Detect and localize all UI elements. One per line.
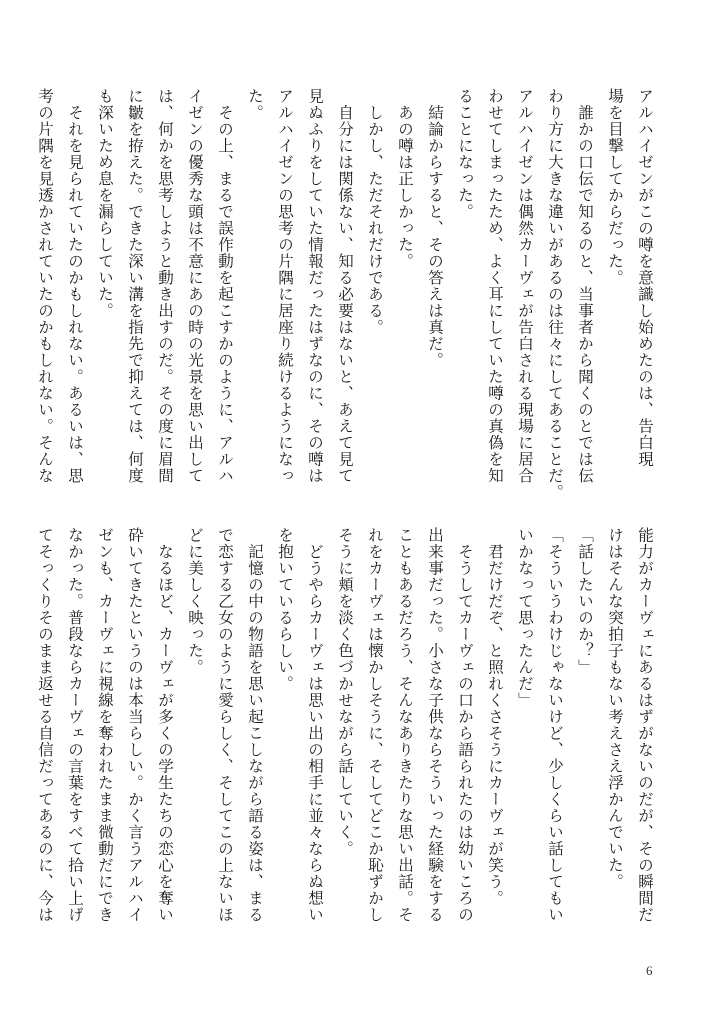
text-line: アルハイゼンがこの噂を意識し始めたのは、告白現 xyxy=(636,88,654,468)
text-line: しかし、ただそれだけである。 xyxy=(366,88,384,336)
text-line: 「そういうわけじゃないけど、少しくらい話してもい xyxy=(546,527,564,923)
text-line: あの噂は正しかった。 xyxy=(396,88,414,270)
text-line: 考の片隅を見透かされていたのかもしれない。そんな xyxy=(36,88,54,484)
text-line: アルハイゼンの思考の片隅に居座り続けるようになっ xyxy=(276,88,294,484)
text-line: わせてしまったため、よく耳にしていた噂の真偽を知 xyxy=(486,88,504,484)
text-line: てそっくりそのまま返せる自信だってあるのに、今は xyxy=(36,527,54,923)
text-line: 誰かの口伝で知るのと、当事者から聞くのとでは伝 xyxy=(576,88,594,484)
text-line: 結論からすると、その答えは真だ。 xyxy=(426,88,444,369)
text-line: 自分には関係ない、知る必要はないと、あえて見て xyxy=(336,88,354,484)
text-line: ゼンも、カーヴェに視線を奪われたまま微動だにでき xyxy=(96,527,114,923)
text-line: 君だけだぞ、と照れくさそうにカーヴェが笑う。 xyxy=(486,527,504,907)
text-line: を抱いているらしい。 xyxy=(276,527,294,692)
text-line: 能力がカーヴェにあるはずがないのだが、その瞬間だ xyxy=(636,527,654,923)
text-line: で恋する乙女のように愛らしく、そしてこの上ないほ xyxy=(216,527,234,923)
text-line: 記憶の中の物語を思い起こしながら語る姿は、まる xyxy=(246,527,264,923)
text-line: 出来事だった。小さな子供ならそういった経験をする xyxy=(426,527,444,923)
text-line: けはそんな突拍子もない考えさえ浮かんでいた。 xyxy=(606,527,624,890)
text-line: そうしてカーヴェの口から語られたのは幼いころの xyxy=(456,527,474,923)
text-line: 「話したいのか？」 xyxy=(576,527,594,676)
text-line: どに美しく映った。 xyxy=(186,527,204,676)
text-line: それを見られていたのかもしれない。あるいは、思 xyxy=(66,88,84,484)
page-number: 6 xyxy=(646,963,653,978)
text-line: こともあるだろう、そんなありきたりな思い出話。そ xyxy=(396,527,414,923)
text-line: ることになった。 xyxy=(456,88,474,220)
text-line: 砕いてきたというのは本当らしい。かく言うアルハイ xyxy=(126,527,144,923)
text-block-bottom xyxy=(30,527,660,937)
text-line: なかった。普段ならカーヴェの言葉をすべて拾い上げ xyxy=(66,527,84,923)
text-line: アルハイゼンは偶然カーヴェが告白される現場に居合 xyxy=(516,88,534,484)
text-line: 見ぬふりをしていた情報だったはずなのに、その噂は xyxy=(306,88,324,484)
text-line: れをカーヴェは懐かしそうに、そしてどこか恥ずかし xyxy=(366,527,384,923)
text-line: わり方に大きな違いがあるのは往々にしてあることだ。 xyxy=(546,88,564,501)
text-line: いかなって思ったんだ」 xyxy=(516,527,534,709)
text-line: その上、まるで誤作動を起こすかのように、アルハ xyxy=(216,88,234,484)
text-line: に皺を拵えた。できた深い溝を指先で抑えては、何度 xyxy=(126,88,144,484)
text-line: どうやらカーヴェは思い出の相手に並々ならぬ想い xyxy=(306,527,324,923)
text-line: 場を目撃してからだった。 xyxy=(606,88,624,286)
text-line: なるほど、カーヴェが多くの学生たちの恋心を奪い xyxy=(156,527,174,923)
text-line: イゼンの優秀な頭は不意にあの時の光景を思い出して xyxy=(186,88,204,484)
text-block-top xyxy=(30,88,660,501)
text-line: た。 xyxy=(246,88,264,121)
text-line: は、何かを思考しようと動き出すのだ。その度に眉間 xyxy=(156,88,174,484)
text-line: そうに頬を淡く色づかせながら話していく。 xyxy=(336,527,354,857)
text-line: も深いため息を漏らしていた。 xyxy=(96,88,114,319)
